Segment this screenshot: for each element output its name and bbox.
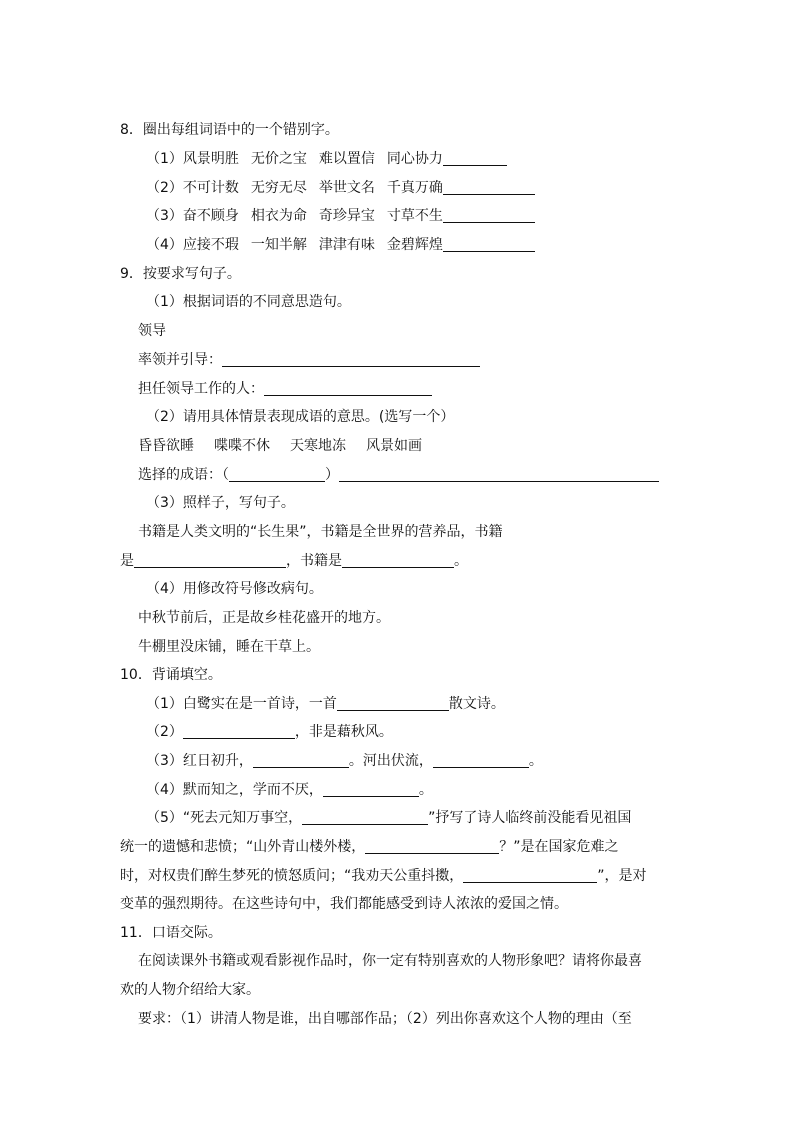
q9-idioms (138, 436, 422, 456)
row-number: （3） (146, 208, 183, 224)
q9-meaning-1 (138, 350, 480, 370)
text: 。 (418, 782, 433, 798)
answer-blank[interactable] (443, 237, 535, 252)
q9-meaning-2 (138, 379, 432, 399)
word: 无价之宝 (250, 151, 307, 167)
word: 相衣为命 (250, 208, 307, 224)
text: 统一的遗憾和悲愤；“山外青山楼外楼， (120, 839, 366, 855)
answer-blank[interactable] (337, 696, 449, 711)
answer-blank[interactable] (183, 724, 295, 739)
q9-sick-sentence-1: 中秋节前后，正是故乡桂花盛开的地方。 (138, 610, 390, 626)
q10-item-5-line-1 (146, 808, 631, 828)
q8-row-1 (146, 149, 507, 169)
q9-part-4: （4）用修改符号修改病句。 (146, 581, 323, 597)
idiom: 天寒地冻 (290, 438, 346, 454)
q10-item-5-line-3 (120, 866, 647, 886)
q10-item-3 (146, 751, 543, 771)
q8-title: 8．圈出每组词语中的一个错别字。 (120, 122, 339, 138)
q8-row-3 (146, 206, 535, 226)
idiom: 喋喋不休 (214, 438, 270, 454)
q11-prompt-line-1: 在阅读课外书籍或观看影视作品时，你一定有特别喜欢的人物形象吧？请将你最喜 (138, 953, 642, 969)
q9-word: 领导 (138, 323, 166, 339)
q9-sick-sentence-2: 牛棚里没床铺，睡在干草上。 (138, 639, 320, 655)
choose-label: 选择的成语：（ (138, 467, 229, 483)
answer-blank[interactable] (342, 553, 454, 568)
text: ”，是对 (597, 868, 647, 884)
text: ，非是藉秋风。 (294, 724, 393, 740)
q10-item-5-line-4: 变革的强烈期待。在这些诗句中，我们都能感受到诗人浓浓的爱国之情。 (120, 896, 568, 912)
row-number: （2） (146, 180, 183, 196)
meaning-label: 担任领导工作的人： (138, 381, 264, 397)
text: 。河出伏流， (348, 753, 433, 769)
idiom-blank[interactable] (229, 467, 325, 482)
word: 应接不瑕 (182, 237, 239, 253)
word: 奇珍异宝 (318, 208, 375, 224)
q11-requirements: 要求：（1）讲清人物是谁，出自哪部作品；（2）列出你喜欢这个人物的理由（至 (138, 1011, 632, 1027)
answer-blank[interactable] (463, 868, 597, 883)
q10-item-1 (146, 694, 505, 714)
word: 风景明胜 (182, 151, 239, 167)
answer-blank[interactable] (339, 467, 659, 482)
q10-item-2 (146, 722, 393, 742)
q9-part-2: （2）请用具体情景表现成语的意思。(选写一个） (146, 409, 455, 425)
answer-blank[interactable] (302, 810, 428, 825)
q10-item-4 (146, 780, 433, 800)
row-number: （4） (146, 237, 183, 253)
text: （5）“死去元知万事空， (146, 810, 303, 826)
text: 时，对权贵们醉生梦死的愤怒质问；“我劝天公重抖擞， (120, 868, 464, 884)
answer-blank[interactable] (443, 180, 535, 195)
text: 是 (120, 553, 134, 569)
word: 不可计数 (182, 180, 239, 196)
q8-row-4 (146, 235, 535, 255)
text: 散文诗。 (448, 696, 505, 712)
text: ”抒写了诗人临终前没能看见祖国 (428, 810, 632, 826)
word: 同心协力 (386, 151, 443, 167)
word: 奋不顾身 (182, 208, 239, 224)
word: 寸草不生 (386, 208, 443, 224)
answer-blank[interactable] (134, 553, 286, 568)
q8-row-2 (146, 178, 535, 198)
q9-title: 9．按要求写句子。 (120, 266, 241, 282)
q9-choose (138, 465, 659, 485)
text: ？”是在国家危难之 (499, 839, 619, 855)
text: （2） (146, 724, 183, 740)
word: 举世文名 (318, 180, 375, 196)
text: （3）红日初升， (146, 753, 253, 769)
q9-part-1: （1）根据词语的不同意思造句。 (146, 294, 351, 310)
answer-blank[interactable] (264, 381, 432, 396)
text: （4）默而知之，学而不厌， (146, 782, 323, 798)
text: （1）白鹭实在是一首诗，一首 (146, 696, 337, 712)
answer-blank[interactable] (443, 151, 507, 166)
text: 。 (528, 753, 543, 769)
answer-blank[interactable] (433, 753, 529, 768)
word: 无穷无尽 (250, 180, 307, 196)
meaning-label: 率领并引导： (138, 352, 222, 368)
q9-example-line-2 (120, 551, 468, 571)
word: 难以置信 (318, 151, 375, 167)
word: 一知半解 (250, 237, 307, 253)
text: ，书籍是 (286, 553, 342, 569)
word: 千真万确 (386, 180, 443, 196)
word: 金碧辉煌 (386, 237, 443, 253)
answer-blank[interactable] (222, 352, 480, 367)
q11-title: 11．口语交际。 (120, 925, 222, 941)
q9-example-line-1: 书籍是人类文明的“长生果”，书籍是全世界的营养品，书籍 (138, 524, 503, 540)
answer-blank[interactable] (443, 208, 535, 223)
answer-blank[interactable] (365, 839, 499, 854)
answer-blank[interactable] (323, 782, 419, 797)
row-number: （1） (146, 151, 183, 167)
q10-item-5-line-2 (120, 837, 619, 857)
word: 津津有味 (318, 237, 375, 253)
choose-close: ） (325, 467, 339, 483)
idiom: 昏昏欲睡 (138, 438, 194, 454)
answer-blank[interactable] (253, 753, 349, 768)
idiom: 风景如画 (366, 438, 422, 454)
q11-prompt-line-2: 欢的人物介绍给大家。 (120, 982, 260, 998)
q9-part-3: （3）照样子，写句子。 (146, 495, 295, 511)
q10-title: 10．背诵填空。 (120, 667, 222, 683)
text: 。 (454, 553, 468, 569)
